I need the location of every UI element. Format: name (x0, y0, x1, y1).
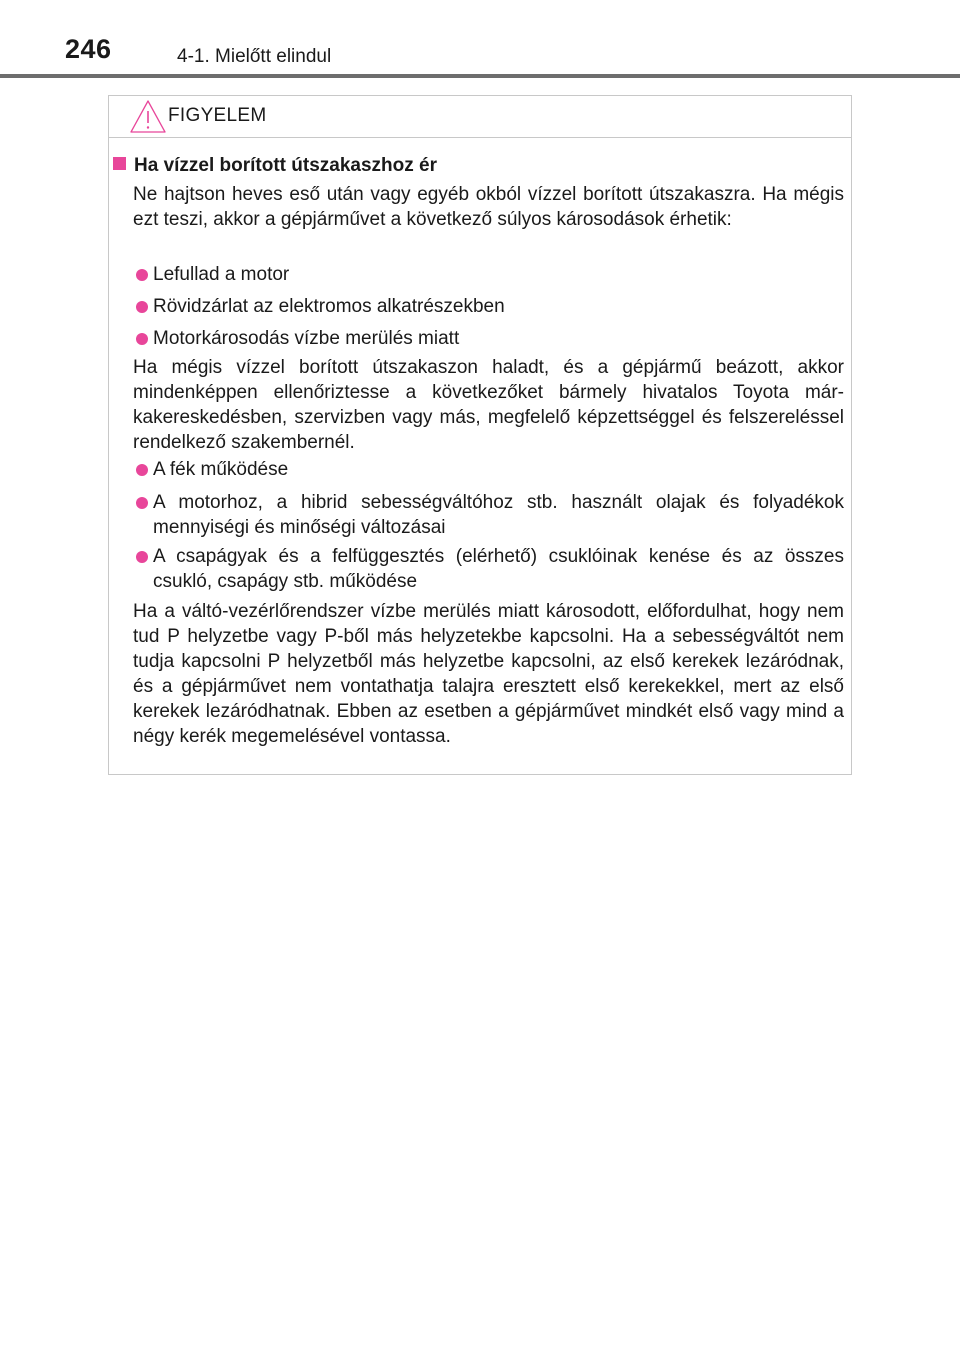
warning-triangle-icon (129, 99, 167, 134)
transmission-paragraph: Ha a váltó-vezérlőrendszer vízbe merülés miatt károsodott, előfordulhat, hogy nem tud P helyzetbe vagy P-ből más helyzetekbe kapcsolni. Ha a sebességváltót nem tudja kapcsolni P helyzetből más helyzetbe kapcsolni, az első kerekek lezáródnak, és a gépjárművet nem vontathatja talajra eresztett első kerekekkel, mert az első kerekek lezáródhatnak. Ebben az esetben a gépjárművet mindkét első vagy mind a négy kerék megemelésével vontassa. (133, 601, 844, 747)
intro-paragraph: Ne hajtson heves eső után vagy egyéb okból vízzel borított útszakaszra. Ha mégis ezt teszi, akkor a gépjárművet a következő súlyos károsodások érhetik: (133, 184, 844, 230)
page-number: 246 (65, 34, 112, 64)
warning-label: FIGYELEM (168, 105, 267, 126)
section-title: 4-1. Mielőtt elindul (177, 46, 332, 67)
bullet-dot-icon (136, 551, 148, 563)
inspection-paragraph: Ha mégis vízzel borított útszakaszon haladt, és a gépjármű beázott, akkor mindenképpen ellenőriztesse a következőket bármely hivatalos Toyota márkakereskedésben, szervizben vagy más, megfelelő képzettséggel és felszereléssel rendelkező szakembernél. (133, 357, 844, 453)
list-item: Rövidzárlat az elektromos alkatrészekben (133, 294, 844, 319)
header-divider (0, 74, 960, 78)
list-item: A fék működése (133, 457, 844, 482)
bullet-dot-icon (136, 464, 148, 476)
warning-box (108, 95, 852, 775)
list-item: A csapágyak és a felfüggesztés (elérhető) csuklóinak kenése és az összes csukló, csapágy stb. működése (133, 544, 844, 594)
warning-heading-text: Ha vízzel borított útszakaszhoz ér (134, 155, 438, 176)
bullet-dot-icon (136, 497, 148, 509)
warning-heading (113, 155, 437, 177)
bullet-dot-icon (136, 333, 148, 345)
warning-header (109, 96, 851, 138)
list-item: A motorhoz, a hibrid sebességváltóhoz stb. használt olajak és folyadékok mennyiségi és minőségi változásai (133, 490, 844, 540)
list-item: Lefullad a motor (133, 262, 844, 287)
bullet-dot-icon (136, 269, 148, 281)
bullet-dot-icon (136, 301, 148, 313)
square-bullet-icon (113, 157, 126, 170)
list-item: Motorkárosodás vízbe merülés miatt (133, 326, 844, 351)
